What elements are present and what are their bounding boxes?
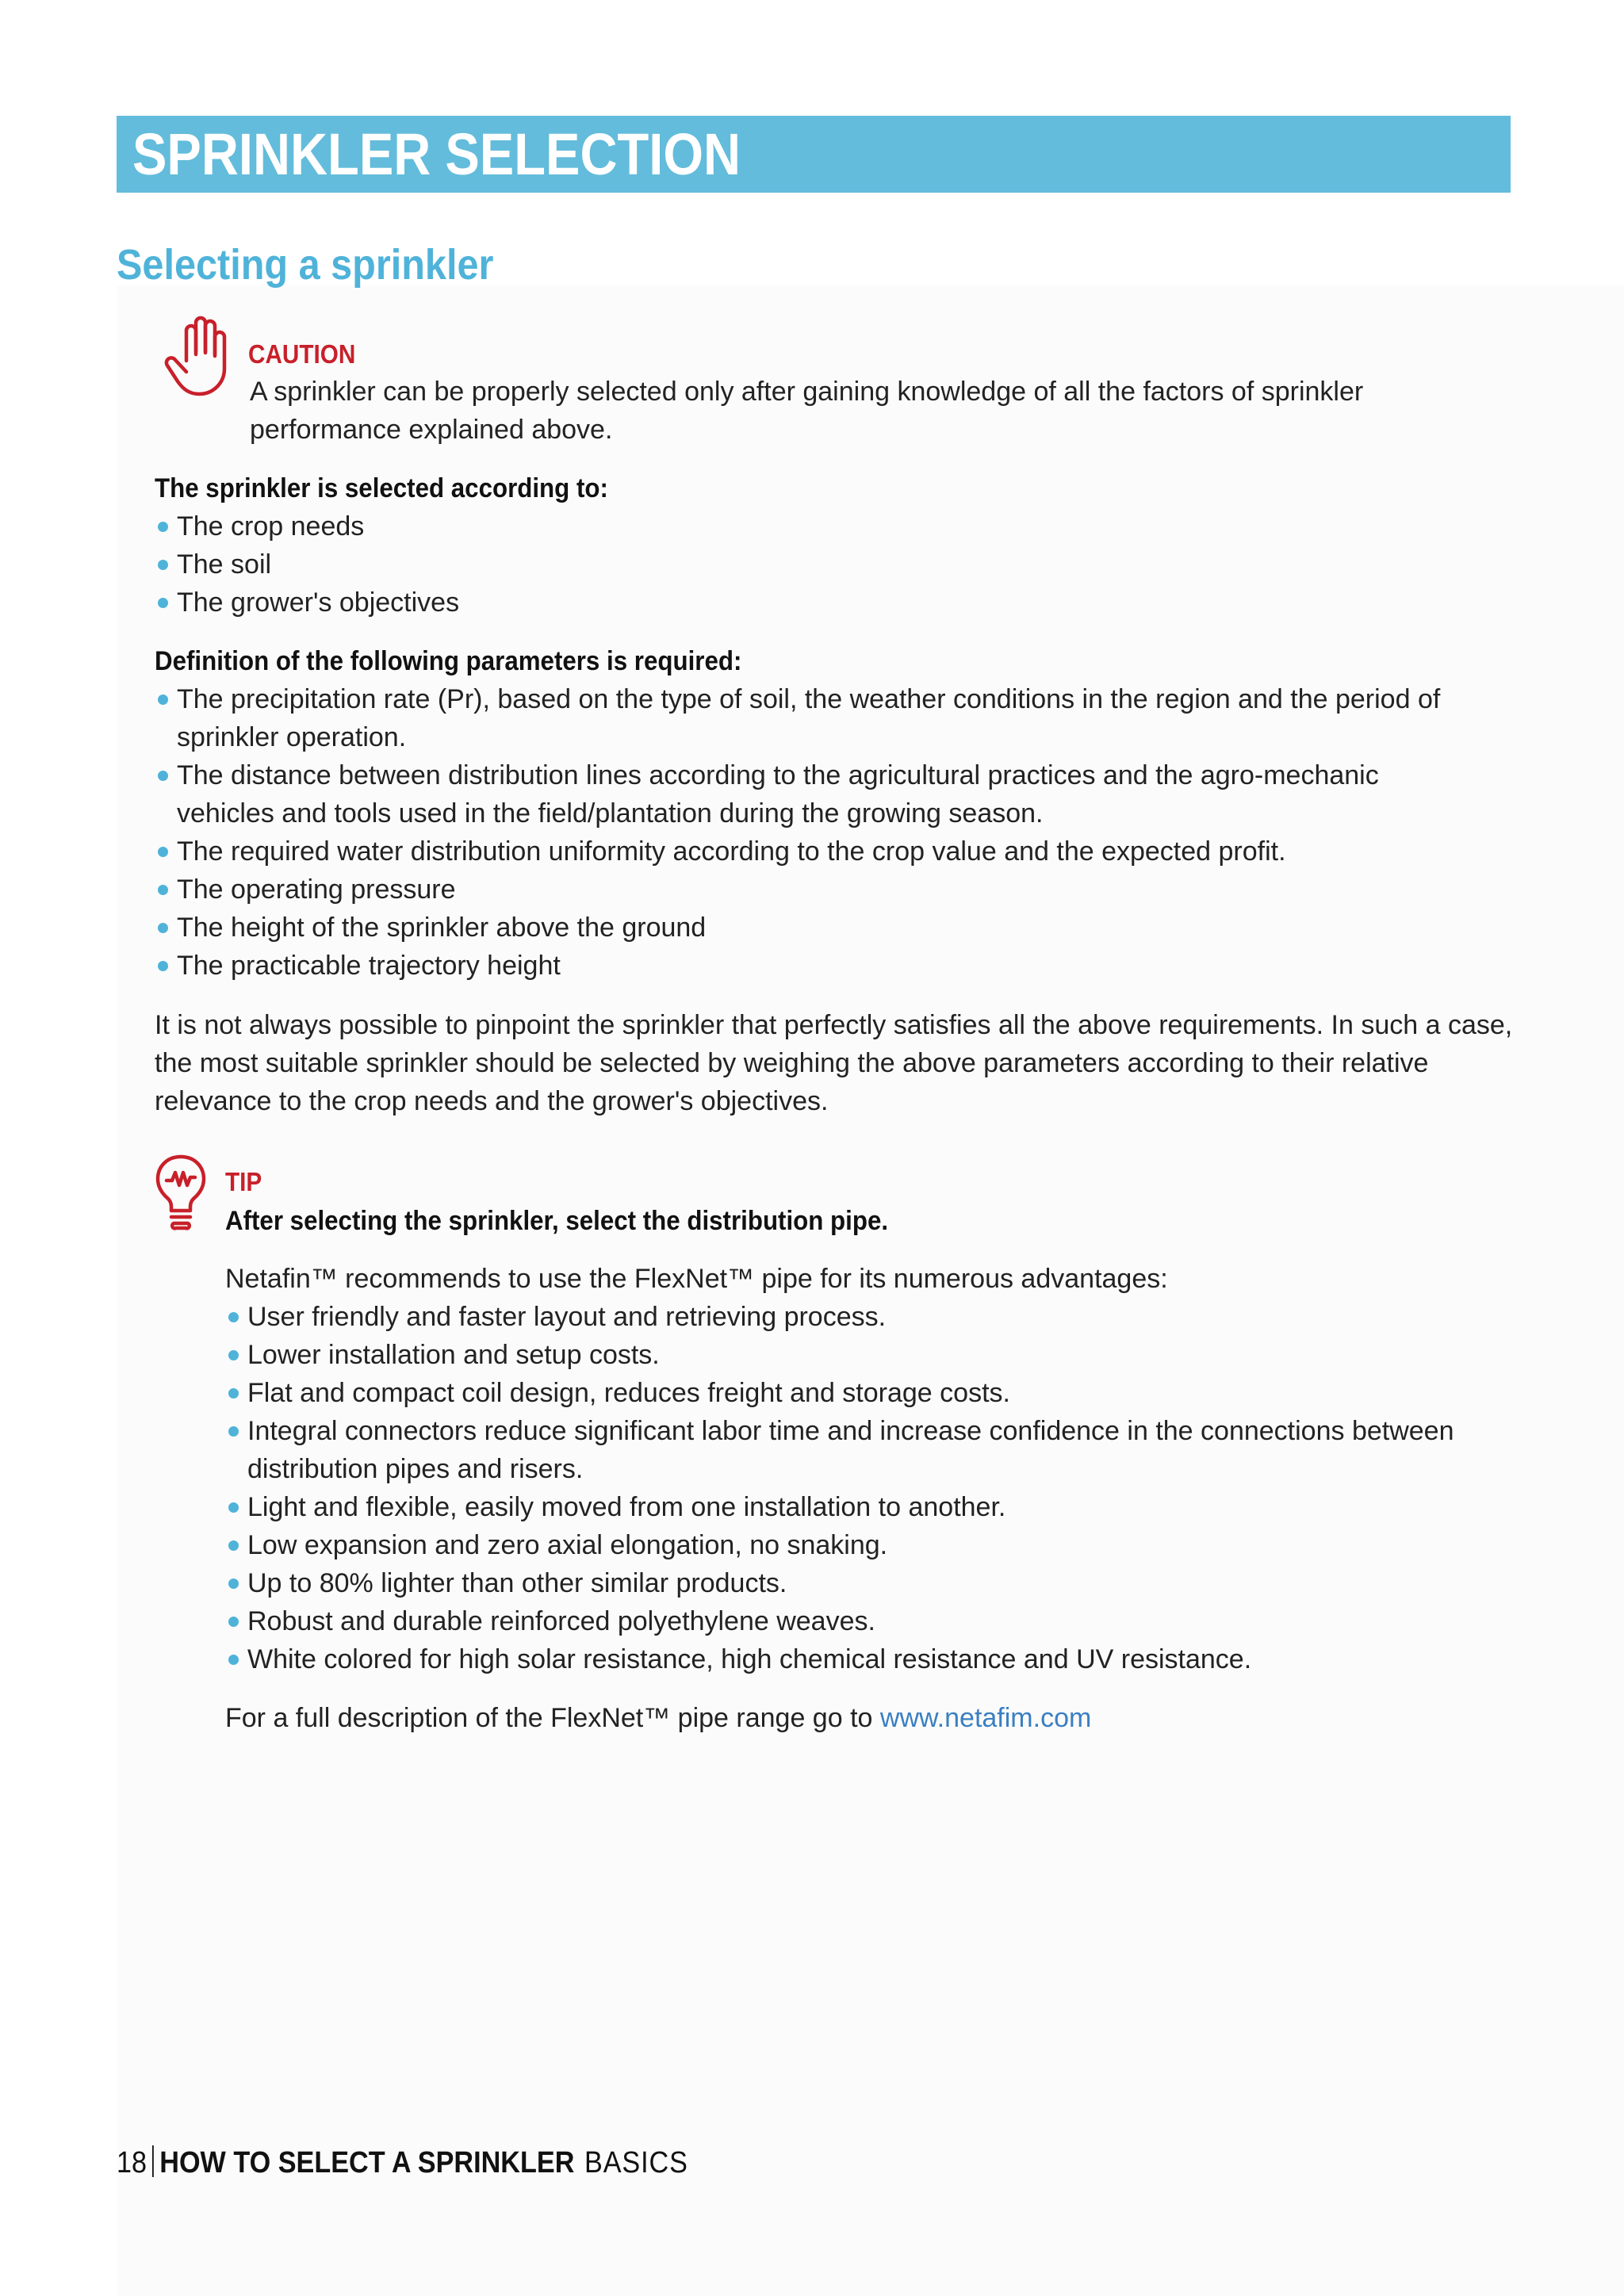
list-item: User friendly and faster layout and retrieving process. [225,1298,1462,1336]
tip-heading: After selecting the sprinkler, select the distribution pipe. [225,1206,889,1236]
list-item: The distance between distribution lines according to the agricultural practices and the agro-mechanic vehicles and tools used in the field/plantation during the growing season. [155,756,1471,832]
list-item: White colored for high solar resistance, high chemical resistance and UV resistance. [225,1640,1462,1678]
list-item: Integral connectors reduce significant labor time and increase confidence in the connections between distribution pipes and risers. [225,1412,1462,1488]
list-item: The practicable trajectory height [155,947,1471,985]
section-title: Selecting a sprinkler [117,241,494,289]
page-footer [117,2142,688,2183]
list-item: Robust and durable reinforced polyethylene weaves. [225,1602,1462,1640]
list-item: The precipitation rate (Pr), based on the type of soil, the weather conditions in the region and the period of sprinkler operation. [155,680,1471,756]
criteria-heading: The sprinkler is selected according to: [155,473,608,503]
summary-paragraph: It is not always possible to pinpoint the sprinkler that perfectly satisfies all the above requirements. In such a case, the most suitable sprinkler should be selected by weighing the above parameters according to their relative relevance to the crop needs and the grower's objectives. [155,1010,1513,1116]
parameters-list [155,680,1471,985]
criteria-list [155,507,1503,622]
footer-divider [152,2145,154,2177]
footer-title: HOW TO SELECT A SPRINKLER [159,2146,575,2179]
tip-outro [225,1699,1494,1737]
list-item: Up to 80% lighter than other similar products. [225,1564,1462,1602]
list-item: Light and flexible, easily moved from one installation to another. [225,1488,1462,1526]
caution-text: A sprinkler can be properly selected only after gaining knowledge of all the factors of sprinkler performance explained above. [250,377,1364,445]
list-item: The operating pressure [155,871,1471,909]
tip-label: TIP [225,1167,262,1196]
list-item: Lower installation and setup costs. [225,1336,1462,1374]
caution-label: CAUTION [248,339,356,369]
parameters-heading: Definition of the following parameters is required: [155,646,742,676]
banner-title: SPRINKLER SELECTION [132,121,741,187]
list-item: The grower's objectives [155,584,1503,622]
chapter-banner [117,116,1511,193]
page-number: 18 [117,2146,147,2179]
list-item: Low expansion and zero axial elongation, no snaking. [225,1526,1462,1564]
hand-stop-icon [163,313,232,397]
lightbulb-icon [155,1154,207,1231]
list-item: The crop needs [155,507,1503,545]
tip-advantages-list [225,1298,1462,1678]
tip-intro: Netafin™ recommends to use the FlexNet™ pipe for its numerous advantages: [225,1264,1168,1294]
netafim-link[interactable]: www.netafim.com [879,1703,1092,1733]
list-item: The required water distribution uniformity according to the crop value and the expected profit. [155,832,1471,871]
list-item: Flat and compact coil design, reduces freight and storage costs. [225,1374,1462,1412]
tip-outro-text: For a full description of the FlexNet™ pipe range go to [225,1703,880,1733]
list-item: The soil [155,545,1503,584]
list-item: The height of the sprinkler above the ground [155,909,1471,947]
footer-subtitle: BASICS [584,2146,688,2179]
